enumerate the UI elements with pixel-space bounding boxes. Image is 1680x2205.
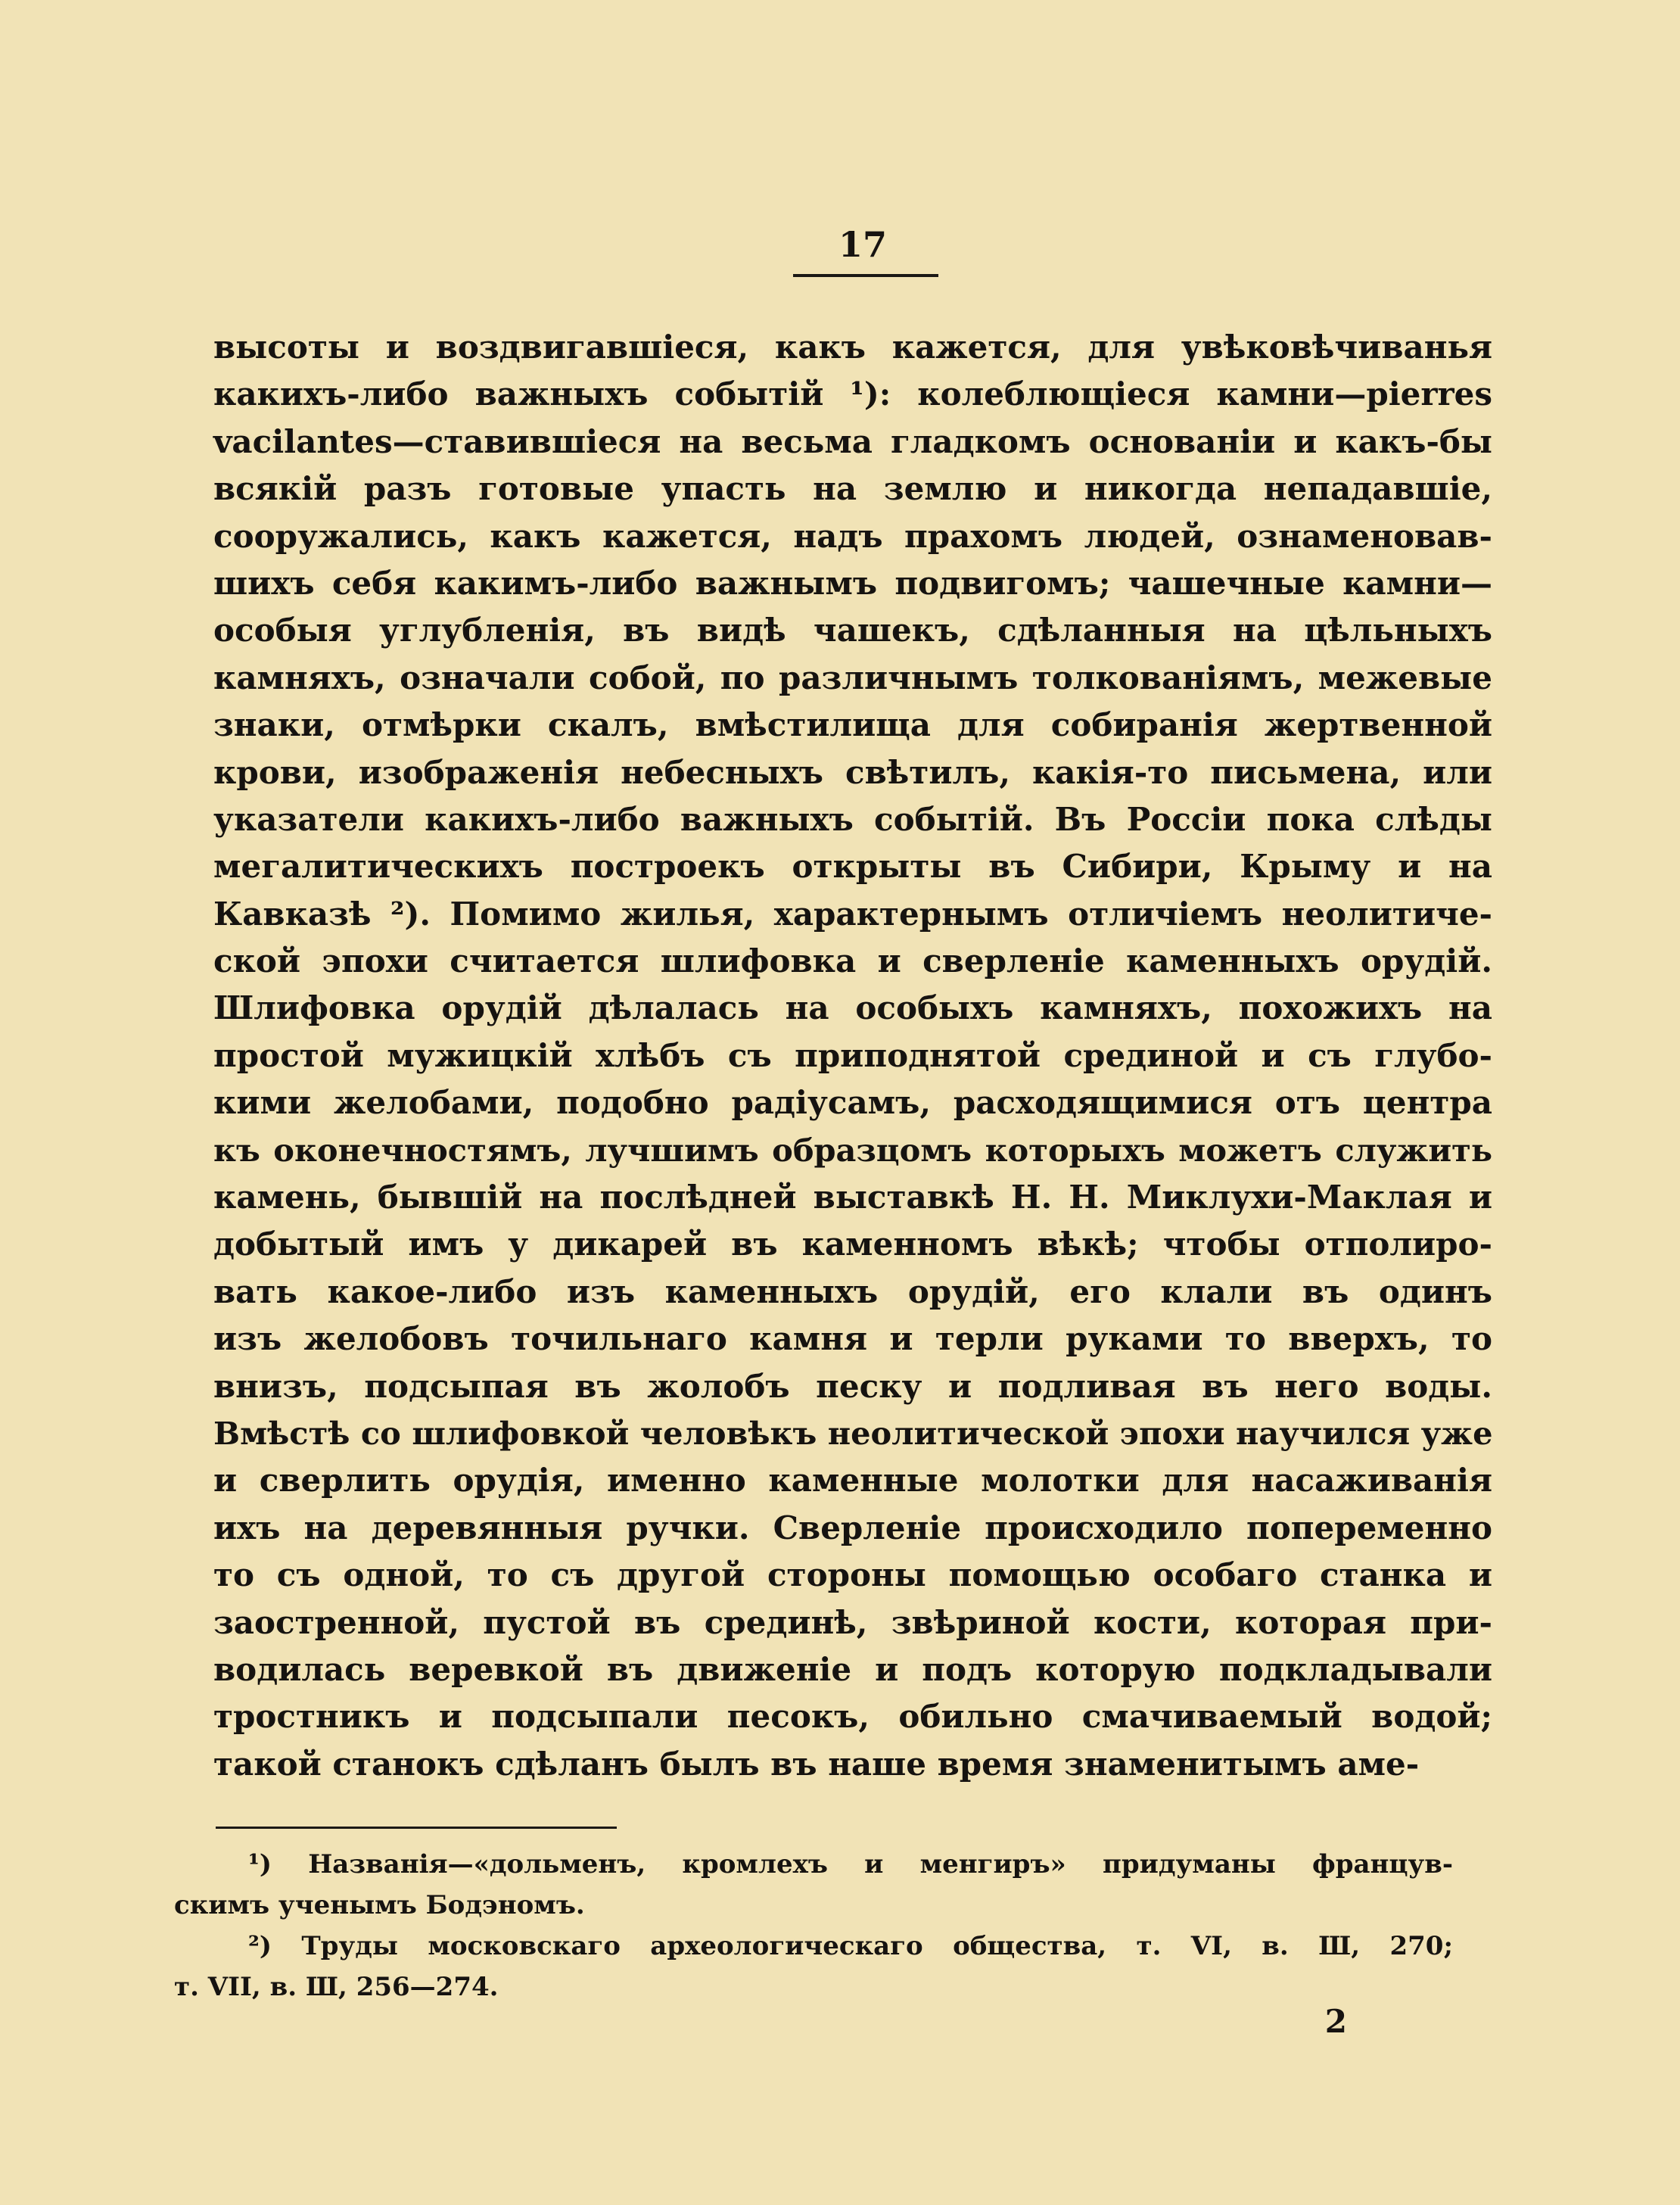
text-line: заостренной, пустой въ срединѣ, звѣриной кости, которая при- [213,1603,1492,1641]
text-line: шихъ себя какимъ-либо важнымъ подвигомъ; чашечные камни— [213,564,1492,602]
page-number: 17 [838,224,887,265]
text-line: сооружались, какъ кажется, надъ прахомъ людей, ознаменовав- [213,517,1492,555]
text-line: добытый имъ у дикарей въ каменномъ вѣкѣ; чтобы отполиро- [213,1226,1492,1263]
text-line: ской эпохи считается шлифовка и сверленiе каменныхъ орудiй. [213,942,1492,980]
footnote-line: скимъ ученымъ Бодэномъ. [174,1890,585,1920]
text-line: знаки, отмѣрки скалъ, вмѣстилища для собиранiя жертвенной [213,706,1492,744]
text-line: камень, бывшiй на послѣдней выставкѣ Н. Н. Миклухи-Маклая и [213,1179,1492,1216]
text-line: всякiй разъ готовые упасть на землю и никогда непадавшiе, [213,470,1492,508]
text-line: какихъ-либо важныхъ событiй ¹): колеблющiеся камни—pierres [213,375,1492,413]
text-line: то съ одной, то съ другой стороны помощью особаго станка и [213,1556,1492,1594]
text-line: Шлифовка орудiй дѣлалась на особыхъ камняхъ, похожихъ на [213,989,1492,1027]
text-line: ихъ на деревянныя ручки. Сверленiе происходило попеременно [213,1509,1492,1546]
text-line: кими желобами, подобно радiусамъ, расходящимися отъ центра [213,1084,1492,1122]
text-line: тростникъ и подсыпали песокъ, обильно смачиваемый водой; [213,1698,1492,1736]
footnote-line: ²) Труды московскаго археологическаго общества, т. VI, в. Ш, 270; [248,1931,1453,1961]
text-line: водилась веревкой въ движенiе и подъ которую подкладывали [213,1650,1492,1688]
footnote-rule [216,1827,617,1829]
text-line: Кавказѣ ²). Помимо жилья, характернымъ отличiемъ неолитиче- [213,895,1492,933]
body-text [213,324,1492,1788]
text-line: мегалитическихъ построекъ открыты въ Сибири, Крыму и на [213,848,1492,886]
text-line: простой мужицкiй хлѣбъ съ приподнятой срединой и съ глубо- [213,1036,1492,1074]
text-line: указатели какихъ-либо важныхъ событiй. Въ Россiи пока слѣды [213,800,1492,838]
text-line: крови, изображенiя небесныхъ свѣтилъ, какiя-то письмена, или [213,753,1492,791]
text-line: камняхъ, означали собой, по различнымъ толкованiямъ, межевые [213,659,1492,696]
text-line: особыя углубленiя, въ видѣ чашекъ, сдѣланныя на цѣльныхъ [213,612,1492,649]
footnote-line: ¹) Названiя—«дольменъ, кромлехъ и менгиръ» придуманы францув- [248,1849,1453,1880]
text-line: къ оконечностямъ, лучшимъ образцомъ которыхъ можетъ служить [213,1131,1492,1169]
text-line: изъ желобовъ точильнаго камня и терли руками то вверхъ, то [213,1320,1492,1358]
text-line: такой станокъ сдѣланъ былъ въ наше время знаменитымъ аме- [213,1745,1420,1783]
footnote-line: т. VII, в. Ш, 256—274. [174,1972,499,2002]
text-line: вать какое-либо изъ каменныхъ орудiй, его клали въ одинъ [213,1272,1492,1310]
text-line: и сверлить орудiя, именно каменные молотки для насаживанiя [213,1462,1492,1500]
signature-mark: 2 [1324,2003,1347,2040]
text-line: Вмѣстѣ со шлифовкой человѣкъ неолитической эпохи научился уже [213,1414,1493,1452]
text-line: высоты и воздвигавшiеся, какъ кажется, для увѣковѣчиванья [213,329,1492,366]
footnotes [174,1844,1453,2007]
text-line: внизъ, подсыпая въ жолобъ песку и подливая въ него воды. [213,1367,1492,1405]
header-rule [793,274,938,277]
text-line: vacilantes—ставившiеся на весьма гладкомъ основанiи и какъ-бы [213,422,1492,460]
